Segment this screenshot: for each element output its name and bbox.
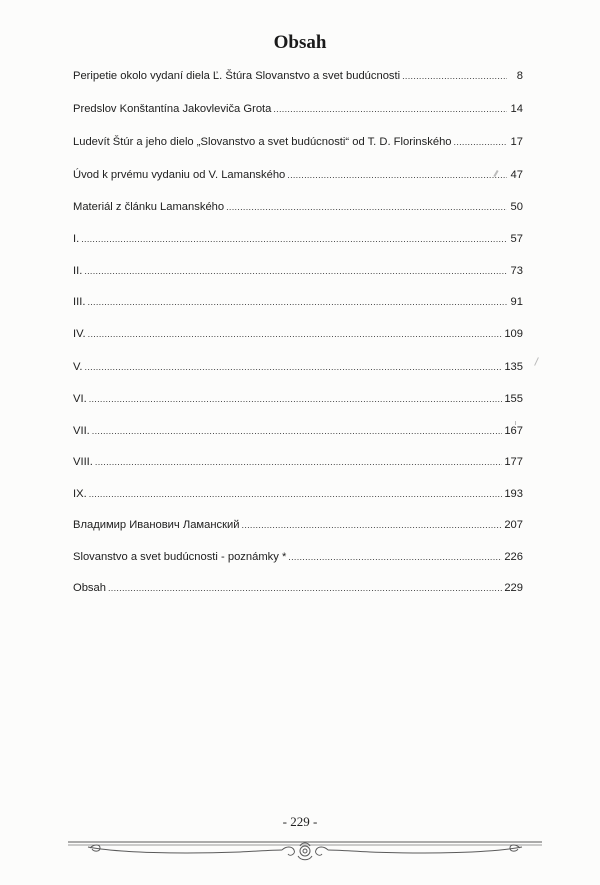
paper-speck xyxy=(515,421,516,425)
paper-speck xyxy=(534,357,539,366)
page-title: Obsah xyxy=(273,32,327,53)
toc-leader-dots xyxy=(84,261,507,281)
toc-entry-page: 14 xyxy=(510,103,523,115)
toc-entry-page: 8 xyxy=(516,70,523,82)
toc-entry-label: III. xyxy=(73,296,86,308)
toc-leader-dots xyxy=(89,389,503,409)
toc-entry-page: 91 xyxy=(510,296,523,308)
toc-entry-label: Predslov Konštantína Jakovleviča Grota xyxy=(73,103,272,115)
toc-entry xyxy=(73,324,523,344)
toc-entry xyxy=(73,515,523,535)
toc-entry xyxy=(73,165,523,185)
toc-entry-page: 73 xyxy=(510,265,523,277)
toc-entry-label: IV. xyxy=(73,328,86,340)
toc-leader-dots xyxy=(454,132,507,152)
toc-entry-label: Obsah xyxy=(73,582,106,594)
toc-entry-label: I. xyxy=(73,233,80,245)
toc-leader-dots xyxy=(242,515,503,535)
page-number: - 229 - xyxy=(282,814,318,829)
toc-entry xyxy=(73,197,523,217)
toc-entry-label: IX. xyxy=(73,488,87,500)
toc-entry xyxy=(73,484,523,504)
toc-entry-page: 135 xyxy=(504,361,523,373)
toc-leader-dots xyxy=(273,99,507,119)
toc-entry-page: 50 xyxy=(510,201,523,213)
toc-entry xyxy=(73,547,523,567)
toc-entry xyxy=(73,578,523,598)
toc-entry-page: 193 xyxy=(504,488,523,500)
toc-entry-label: Slovanstvo a svet budúcnosti - poznámky * xyxy=(73,551,287,563)
toc-entry-label: VI. xyxy=(73,393,87,405)
toc-entry-label: V. xyxy=(73,361,83,373)
toc-entry xyxy=(73,132,523,152)
toc-entry-label: II. xyxy=(73,265,83,277)
toc-entry-page: 47 xyxy=(510,169,523,181)
toc-entry-page: 177 xyxy=(504,456,523,468)
toc-leader-dots xyxy=(89,484,503,504)
toc-entry xyxy=(73,389,523,409)
toc-entry xyxy=(73,261,523,281)
toc-entry xyxy=(73,66,523,86)
toc-leader-dots xyxy=(287,165,507,185)
toc-leader-dots xyxy=(88,324,503,344)
decorative-divider-icon xyxy=(60,836,550,864)
toc-entry-page: 17 xyxy=(510,136,523,148)
toc-entry xyxy=(73,452,523,472)
toc-entry-page: 155 xyxy=(504,393,523,405)
toc-entry-label: Materiál z článku Lamanského xyxy=(73,201,225,213)
toc-leader-dots xyxy=(87,292,507,312)
toc-entry-page: 167 xyxy=(504,425,523,437)
toc-leader-dots xyxy=(85,357,503,377)
toc-leader-dots xyxy=(81,229,507,249)
toc-leader-dots xyxy=(92,421,503,441)
toc-entry xyxy=(73,99,523,119)
toc-entry-label: Peripetie okolo vydaní diela Ľ. Štúra Slovanstvo a svet budúcnosti xyxy=(73,70,401,82)
toc-entry-page: 229 xyxy=(504,582,523,594)
toc-entry xyxy=(73,292,523,312)
toc-leader-dots xyxy=(108,578,502,598)
toc-leader-dots xyxy=(226,197,507,217)
toc-leader-dots xyxy=(95,452,502,472)
toc-leader-dots xyxy=(402,66,507,86)
toc-entry-page: 207 xyxy=(504,519,523,531)
toc-entry-label: VIII. xyxy=(73,456,93,468)
toc-entry xyxy=(73,357,523,377)
toc-entry-label: Ludevít Štúr a jeho dielo „Slovanstvo a svet budúcnosti“ od T. D. Florinského xyxy=(73,136,452,148)
toc-entry-page: 226 xyxy=(504,551,523,563)
toc-entry xyxy=(73,421,523,441)
toc-entry xyxy=(73,229,523,249)
toc-entry-page: 109 xyxy=(504,328,523,340)
toc-leader-dots xyxy=(288,547,502,567)
toc-entry-label: Úvod k prvému vydaniu od V. Lamanského xyxy=(73,169,286,181)
toc-entry-label: VII. xyxy=(73,425,90,437)
toc-entry-label: Владимир Иванович Ламанский xyxy=(73,519,240,531)
toc-entry-page: 57 xyxy=(510,233,523,245)
